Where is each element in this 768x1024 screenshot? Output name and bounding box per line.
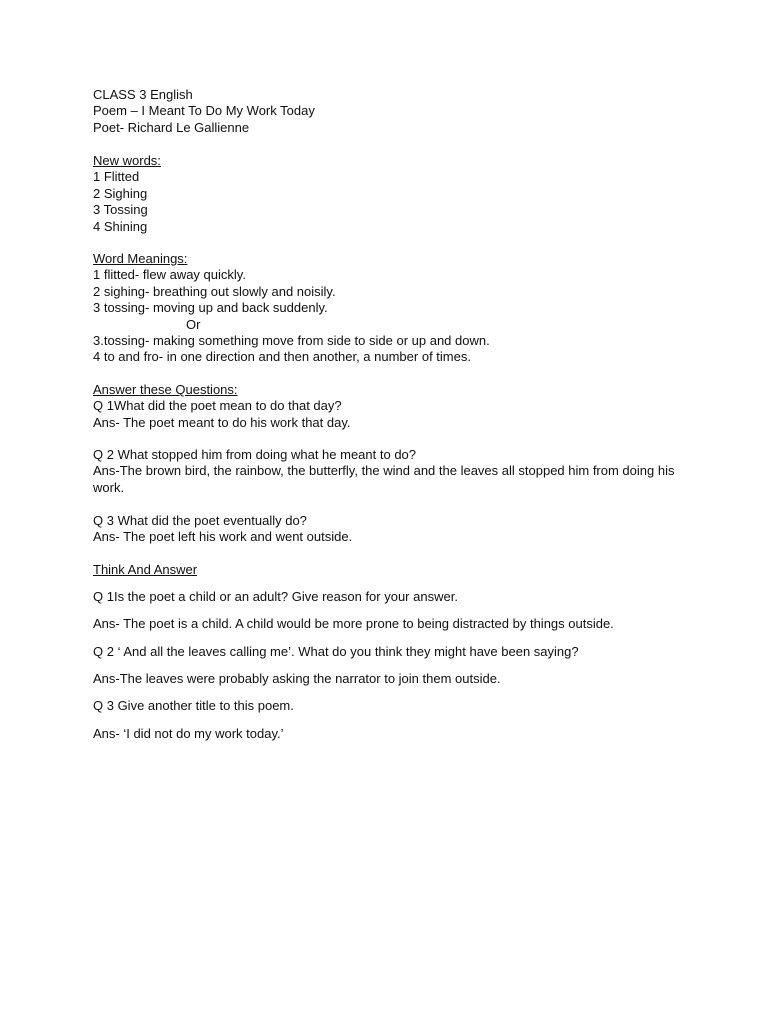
question-3: Q 3 What did the poet eventually do? <box>93 513 307 528</box>
new-words-heading: New words: <box>93 153 161 168</box>
think-question-2: Q 2 ‘ And all the leaves calling me’. What do you think they might have been saying? <box>93 644 579 659</box>
think-question-3-block <box>93 698 683 714</box>
think-answer-heading-block <box>93 562 683 578</box>
word-meaning-item: 3.tossing- making something move from side to side or up and down. <box>93 333 490 349</box>
word-meaning-item: 3 tossing- moving up and back suddenly. <box>93 300 328 316</box>
word-meanings-heading: Word Meanings: <box>93 251 188 266</box>
new-words-section <box>93 153 683 235</box>
think-question-3: Q 3 Give another title to this poem. <box>93 698 294 713</box>
question-1: Q 1What did the poet mean to do that day? <box>93 398 342 414</box>
think-answer-1-block <box>93 616 683 632</box>
think-answer-heading: Think And Answer <box>93 562 198 577</box>
think-answer-3-block <box>93 726 683 742</box>
question-3-block <box>93 513 683 546</box>
think-answer-2-block <box>93 671 683 687</box>
question-2: Q 2 What stopped him from doing what he meant to do? <box>93 447 417 462</box>
think-answer-2: Ans-The leaves were probably asking the narrator to join them outside. <box>93 671 501 686</box>
header-block <box>93 87 683 136</box>
poem-title: Poem – I Meant To Do My Work Today <box>93 103 315 119</box>
think-question-1: Q 1Is the poet a child or an adult? Give reason for your answer. <box>93 589 458 604</box>
answer-questions-section <box>93 382 683 431</box>
answer-questions-heading: Answer these Questions: <box>93 382 238 397</box>
question-2-block <box>93 447 683 496</box>
answer-2: Ans-The brown bird, the rainbow, the butterfly, the wind and the leaves all stopped him from doing his work. <box>93 463 679 495</box>
think-question-1-block <box>93 589 683 605</box>
new-word-item: 2 Sighing <box>93 185 148 201</box>
word-meaning-item: 1 flitted- flew away quickly. <box>93 267 246 283</box>
new-word-item: 1 Flitted <box>93 169 140 185</box>
answer-1: Ans- The poet meant to do his work that day. <box>93 414 351 430</box>
new-word-item: 3 Tossing <box>93 202 148 218</box>
word-meanings-section <box>93 251 683 366</box>
answer-3: Ans- The poet left his work and went outside. <box>93 529 353 545</box>
class-title: CLASS 3 English <box>93 87 193 102</box>
think-answer-3: Ans- ‘I did not do my work today.’ <box>93 726 284 741</box>
new-word-item: 4 Shining <box>93 218 148 234</box>
think-answer-1: Ans- The poet is a child. A child would be more prone to being distracted by things outside. <box>93 616 614 631</box>
word-meaning-item: 2 sighing- breathing out slowly and noisily. <box>93 283 336 299</box>
word-meaning-item: 4 to and fro- in one direction and then another, a number of times. <box>93 349 471 365</box>
think-question-2-block <box>93 644 683 660</box>
or-separator: Or <box>186 316 201 332</box>
poet-name: Poet- Richard Le Gallienne <box>93 119 250 135</box>
